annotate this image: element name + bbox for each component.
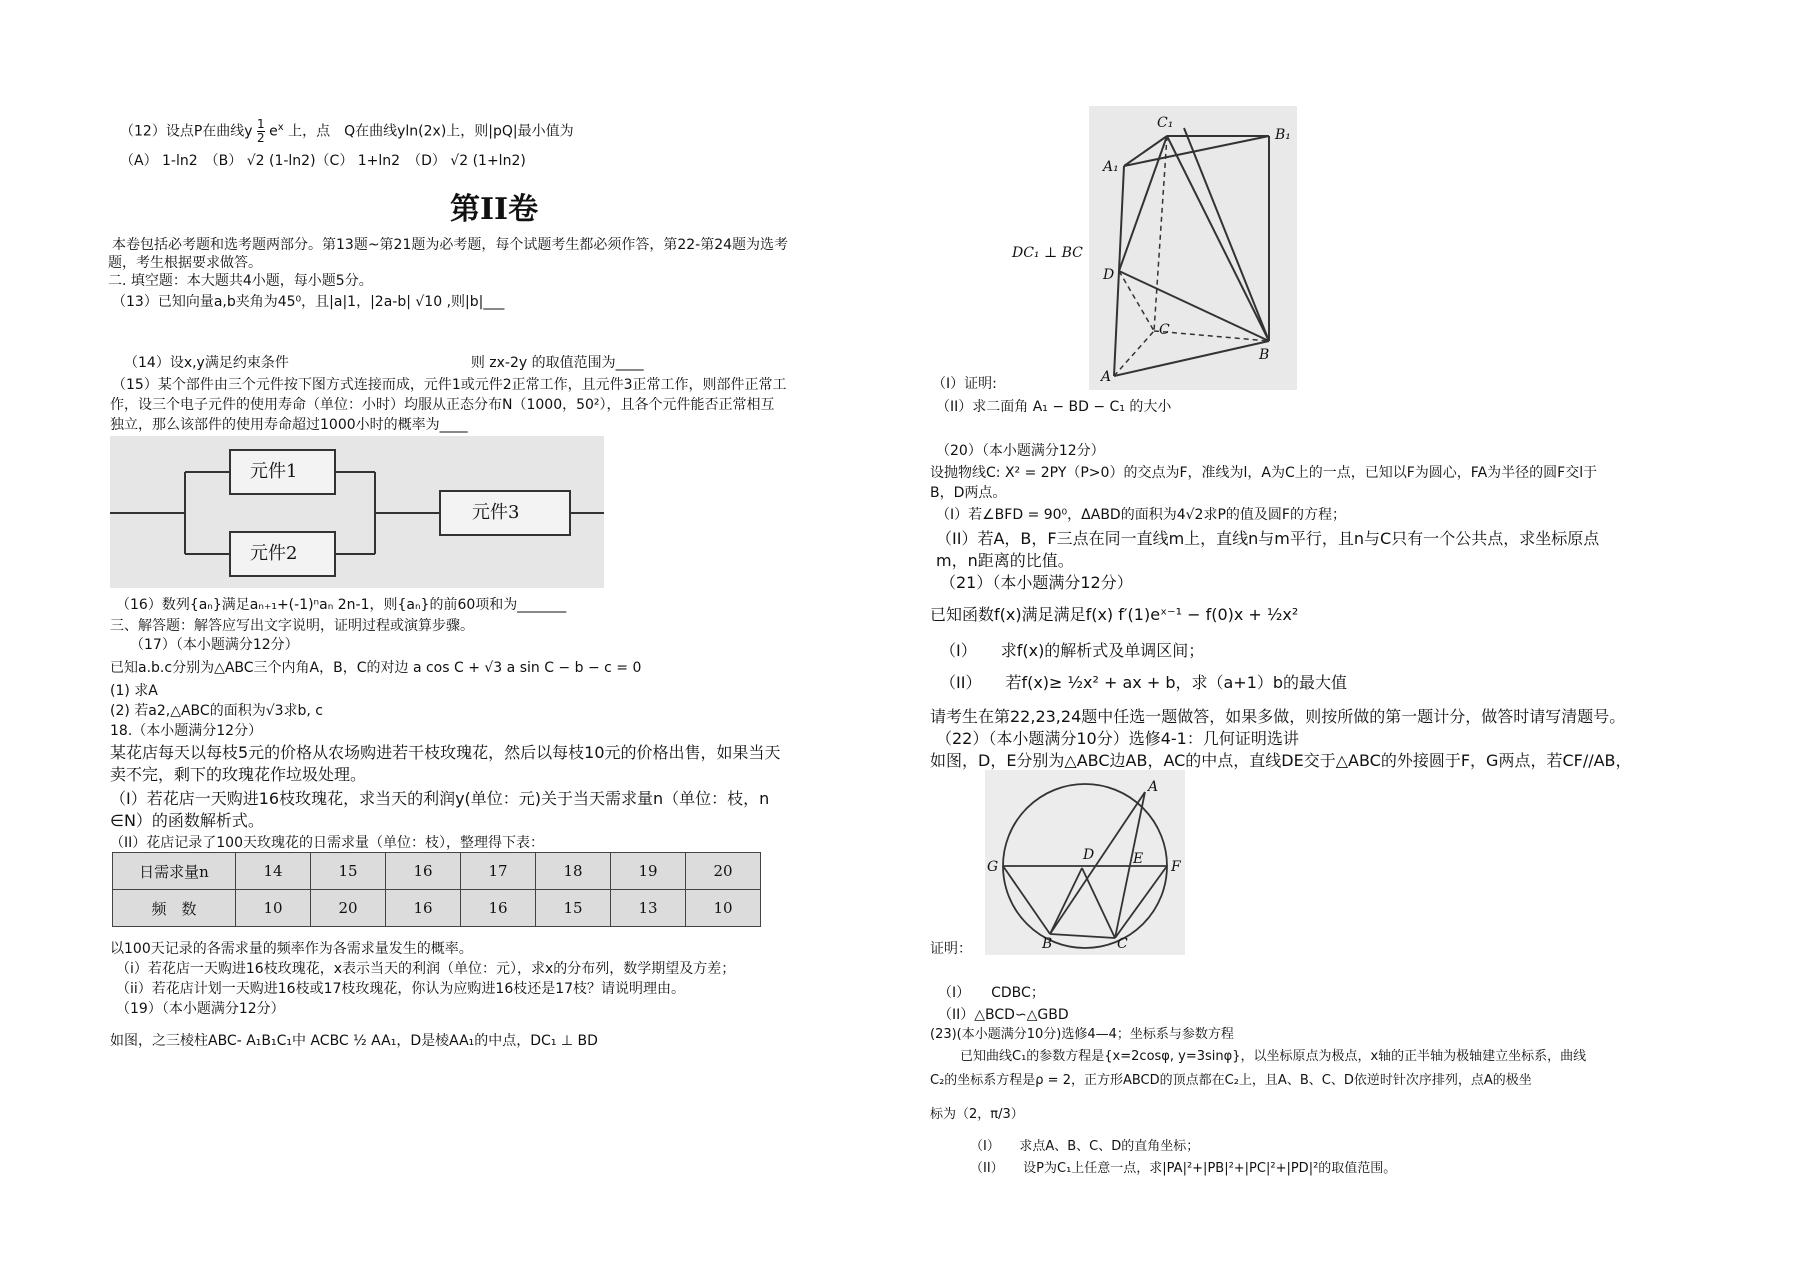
q22-line-1: 如图，D，E分别为△ABC边AB，AC的中点，直线DE交于△ABC的外接圆于F，G两点，若CF//AB， bbox=[930, 751, 1632, 770]
vertex-b1: B₁ bbox=[1275, 127, 1291, 143]
point-c: C bbox=[1117, 936, 1128, 952]
q18-line-1: 某花店每天以每枝5元的价格从农场购进若干枝玫瑰花，然后以每枝10元的价格出售，如果当天 bbox=[110, 743, 781, 762]
element-2-label: 元件2 bbox=[250, 543, 298, 564]
point-a: A bbox=[1148, 779, 1159, 795]
q18-line-6: 以100天记录的各需求量的频率作为各需求量发生的概率。 bbox=[110, 941, 473, 957]
q21-line-3: （II） 若f(x)≥ ½x² + ax + b，求（a+1）b的最大值 bbox=[940, 673, 1348, 692]
q17-line-3: (2) 若a2,△ABC的面积为√3求b, c bbox=[110, 703, 324, 719]
point-d: D bbox=[1083, 847, 1095, 863]
q19-line-1: 如图，之三棱柱ABC- A₁B₁C₁中 ACBC ½ AA₁，D是棱AA₁的中点，DC₁ ⊥ BD bbox=[110, 1033, 598, 1049]
vertex-a: A bbox=[1101, 369, 1112, 385]
table-cell: 18 bbox=[536, 853, 611, 890]
q16: （16）数列{aₙ}满足aₙ₊₁+(-1)ⁿaₙ 2n-1，则{aₙ}的前60项和为_______ bbox=[116, 597, 567, 613]
demand-frequency-table bbox=[112, 852, 761, 927]
table-cell: 15 bbox=[536, 890, 611, 927]
q17-line-1: 已知a.b.c分别为△ABC三个内角A，B，C的对边 a cos C + √3 a sin C − b − c = 0 bbox=[110, 660, 642, 676]
q18-heading: 18.（本小题满分12分） bbox=[110, 723, 263, 739]
q18-line-2: 卖不完，剩下的玫瑰花作垃圾处理。 bbox=[110, 765, 367, 784]
q15-line-3: 独立，那么该部件的使用寿命超过1000小时的概率为____ bbox=[110, 417, 468, 433]
prism-condition: DC₁ ⊥ BC bbox=[1012, 245, 1083, 261]
q20-heading: （20）（本小题满分12分） bbox=[936, 443, 1105, 459]
point-f: F bbox=[1171, 859, 1181, 875]
table-cell: 15 bbox=[311, 853, 386, 890]
q23-line-5: （II） 设P为C₁上任意一点，求|PA|²+|PB|²+|PC|²+|PD|²的取值范围。 bbox=[970, 1161, 1397, 1176]
q13: （13）已知向量a,b夹角为45⁰，且|a|1，|2a-b| √10 ,则|b|___ bbox=[112, 294, 505, 310]
answer-heading: 三、解答题：解答应写出文字说明，证明过程或演算步骤。 bbox=[110, 618, 474, 634]
element-3-label: 元件3 bbox=[472, 502, 520, 523]
q12-frac-den: 2 bbox=[257, 131, 265, 145]
q21-line-2: （I） 求f(x)的解析式及单调区间； bbox=[940, 641, 1205, 660]
q22-line-3: （I） CDBC； bbox=[938, 985, 1045, 1001]
q18-line-3: （Ⅰ）若花店一天购进16枝玫瑰花，求当天的利润y(单位：元)关于当天需求量n（单位：枝，n bbox=[110, 789, 770, 808]
q21-line-1: 已知函数f(x)满足满足f(x) f′(1)eˣ⁻¹ − f(0)x + ½x² bbox=[930, 605, 1299, 624]
q23-line-1: 已知曲线C₁的参数方程是{x=2cosφ, y=3sinφ}，以坐标原点为极点，x轴的正半轴为极轴建立坐标系，曲线 bbox=[960, 1049, 1587, 1064]
point-b: B bbox=[1042, 936, 1053, 952]
q18-line-4: ∈N）的函数解析式。 bbox=[110, 811, 264, 830]
choose-instruction: 请考生在第22,23,24题中任选一题做答，如果多做，则按所做的第一题计分，做答时请写清题号。 bbox=[930, 707, 1626, 726]
fill-heading: 二. 填空题：本大题共4小题，每小题5分。 bbox=[108, 273, 373, 289]
table-cell: 16 bbox=[461, 890, 536, 927]
intro-line-2: 题，考生根据要求做答。 bbox=[108, 255, 262, 271]
table-row-demand bbox=[113, 853, 761, 890]
q23-line-2: C₂的坐标系方程是ρ = 2，正方形ABCD的顶点都在C₂上，且A、B、C、D依逆时针次序排列，点A的极坐 bbox=[930, 1073, 1532, 1088]
vertex-b: B bbox=[1259, 347, 1270, 363]
q18-line-5: （ⅠⅠ）花店记录了100天玫瑰花的日需求量（单位：枝），整理得下表： bbox=[110, 835, 544, 851]
vertex-c: C bbox=[1159, 322, 1170, 338]
circuit-diagram bbox=[110, 436, 604, 588]
circle-figure bbox=[985, 770, 1185, 955]
table-cell: 16 bbox=[386, 890, 461, 927]
q20-line-2: B，D两点。 bbox=[930, 485, 1007, 501]
table-header-frequency: 频 数 bbox=[113, 890, 236, 927]
table-cell: 19 bbox=[611, 853, 686, 890]
q22-heading: （22）（本小题满分10分）选修4-1：几何证明选讲 bbox=[936, 729, 1299, 748]
q12-options: （A） 1-ln2 （B） √2 (1-ln2)（C） 1+ln2 （D） √2 (1+ln2) bbox=[120, 153, 526, 169]
q23-heading: (23)(本小题满分10分)选修4—4；坐标系与参数方程 bbox=[930, 1027, 1234, 1042]
q19-heading: （19）（本小题满分12分） bbox=[116, 1001, 285, 1017]
q20-line-4: （II）若A，B，F三点在同一直线m上，直线n与m平行，且n与C只有一个公共点，求坐标原点 bbox=[936, 529, 1600, 548]
q21-heading: （21）（本小题满分12分） bbox=[940, 573, 1133, 592]
q22-line-2: 证明： bbox=[930, 941, 972, 957]
q20-line-1: 设抛物线C: X² = 2PY（P>0）的交点为F，准线为l，A为C上的一点，已知以F为圆心，FA为半径的圆F交l于 bbox=[930, 465, 1598, 481]
circuit-wiring bbox=[110, 436, 604, 588]
q17-line-2: (1) 求A bbox=[110, 683, 158, 699]
q15-line-1: （15）某个部件由三个元件按下图方式连接而成，元件1或元件2正常工作，且元件3正常工作，则部件正常工 bbox=[112, 377, 787, 393]
point-g: G bbox=[987, 859, 999, 875]
q19-line-3: （ⅠⅠ）求二面角 A₁ − BD − C₁ 的大小 bbox=[936, 399, 1172, 415]
vertex-a1: A₁ bbox=[1103, 159, 1119, 175]
q20-line-5: m，n距离的比值。 bbox=[936, 551, 1074, 570]
q19-line-2: （Ⅰ）证明: bbox=[932, 376, 997, 392]
q18-line-8: （ii）若花店计划一天购进16枝或17枝玫瑰花，你认为应购进16枝还是17枝？请说明理由。 bbox=[116, 981, 686, 997]
q15-line-2: 作，设三个电子元件的使用寿命（单位：小时）均服从正态分布N（1000，50²），且各个元件能否正常相互 bbox=[110, 397, 775, 413]
q14: （14）设x,y满足约束条件 则 zx-2y 的取值范围为____ bbox=[124, 355, 644, 371]
intro-line-1: 本卷包括必考题和选考题两部分。第13题~第21题为必考题，每个试题考生都必须作答，第22-第24题为选考 bbox=[112, 237, 789, 253]
prism-figure bbox=[1089, 106, 1297, 390]
q17-heading: （17）（本小题满分12分） bbox=[130, 637, 299, 653]
vertex-c1: C₁ bbox=[1157, 115, 1174, 131]
table-header-demand: 日需求量n bbox=[113, 853, 236, 890]
table-cell: 10 bbox=[236, 890, 311, 927]
table-cell: 14 bbox=[236, 853, 311, 890]
q23-line-4: （I） 求点A、B、C、D的直角坐标； bbox=[970, 1139, 1200, 1154]
table-cell: 17 bbox=[461, 853, 536, 890]
vertex-d: D bbox=[1103, 267, 1115, 283]
q20-line-3: （I）若∠BFD = 90⁰，ΔABD的面积为4√2求P的值及圆F的方程； bbox=[936, 507, 1346, 523]
q12-frac-num: 1 bbox=[257, 117, 265, 131]
element-1-label: 元件1 bbox=[250, 461, 298, 482]
q23-line-3: 标为（2，π/3） bbox=[930, 1107, 1024, 1122]
table-row-frequency bbox=[113, 890, 761, 927]
table-cell: 16 bbox=[386, 853, 461, 890]
table-cell: 20 bbox=[686, 853, 761, 890]
table-cell: 20 bbox=[311, 890, 386, 927]
table-cell: 10 bbox=[686, 890, 761, 927]
point-e: E bbox=[1133, 851, 1144, 867]
q22-line-4: （II）△BCD∽△GBD bbox=[938, 1007, 1069, 1023]
q12-stem: （12）设点P在曲线y $\frac{1}{2}$ $e^x$ 上，点 Q在曲线yln(2x)上，则|pQ|最小值为 bbox=[120, 117, 574, 145]
table-cell: 13 bbox=[611, 890, 686, 927]
section-title: 第II卷 bbox=[450, 192, 539, 227]
q18-line-7: （i）若花店一天购进16枝玫瑰花，x表示当天的利润（单位：元），求x的分布列，数学期望及方差； bbox=[116, 961, 736, 977]
